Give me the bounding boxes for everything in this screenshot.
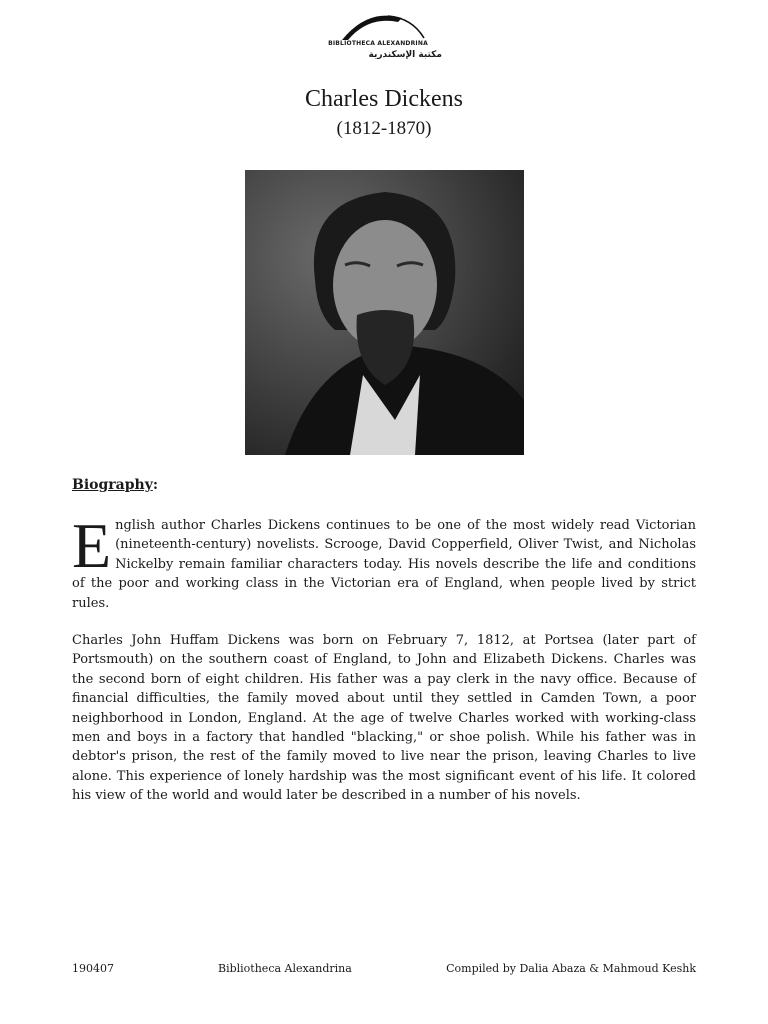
footer-code: 190407 — [72, 962, 114, 975]
life-years: (1812-1870) — [336, 118, 432, 139]
biography-heading-colon: : — [152, 477, 158, 493]
paragraph-1-text: nglish author Charles Dickens continues to be one of the most widely read Victorian (nineteenth-century) novelists. Scrooge, David Copperfield, Oliver Twist, and Nicholas Nickelby remain familiar characters today. His novels describe the life and conditions of the poor and working class in the Victorian era of England, when people lived by strict rules. — [72, 518, 696, 611]
footer-org: Bibliotheca Alexandrina — [218, 962, 352, 975]
biography-heading — [72, 477, 158, 493]
biography-paragraph-2: Charles John Huffam Dickens was born on February 7, 1812, at Portsea (later part of Portsmouth) on the southern coast of England, to John and Elizabeth Dickens. Charles was the second born of eight children. His father was a pay clerk in the navy office. Because of financial difficulties, the family moved about until they settled in Camden Town, a poor neighborhood in London, England. At the age of twelve Charles worked with working-class men and boys in a factory that handled "blacking," or shoe polish. While his father was in debtor's prison, the rest of the family moved to live near the prison, leaving Charles to live alone. This experience of lonely hardship was the most significant event of his life. It colored his view of the world and would later be described in a number of his novels. — [72, 633, 696, 804]
drop-cap: E — [72, 510, 112, 581]
portrait-photo — [245, 170, 524, 455]
library-logo — [312, 12, 444, 62]
page-title: Charles Dickens — [305, 86, 463, 112]
logo-name-en: BIBLIOTHECA ALEXANDRINA — [328, 40, 428, 47]
logo-name-ar: مكتبة الإسكندرية — [368, 50, 442, 60]
biography-heading-text: Biography — [72, 477, 153, 493]
library-arc-icon — [338, 12, 428, 42]
biography-paragraph-1 — [72, 510, 696, 613]
footer-credit: Compiled by Dalia Abaza & Mahmoud Keshk — [446, 962, 696, 975]
